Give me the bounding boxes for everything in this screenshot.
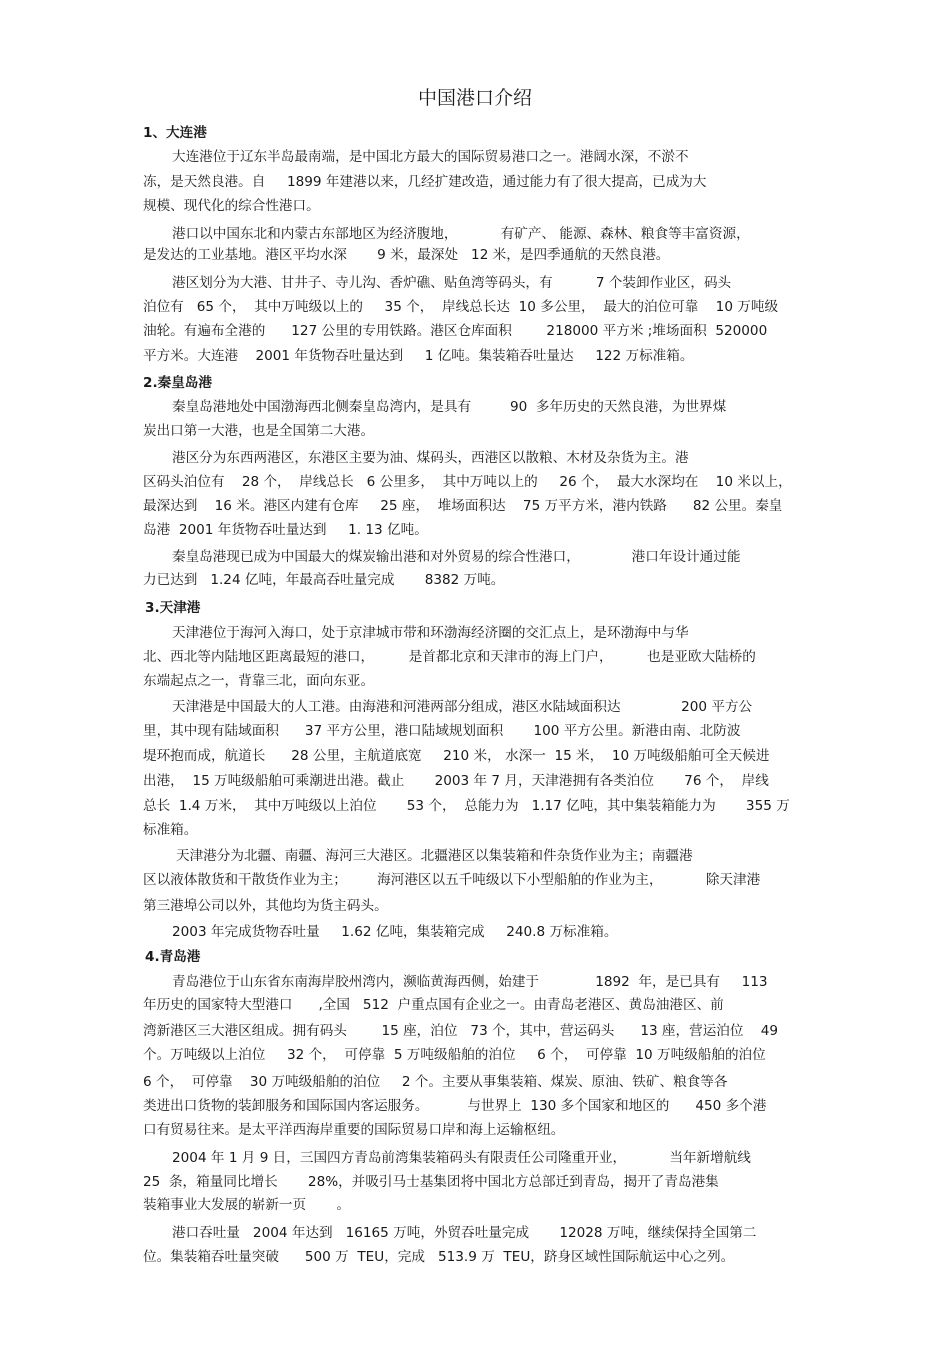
text-line: 天津港是中国最大的人工港。由海港和河港两部分组成，港区水陆域面积达 200 平方公 bbox=[172, 699, 753, 715]
text-line: 北、西北等内陆地区距离最短的港口， 是首都北京和天津市的海上门户， 也是亚欧大陆桥的 bbox=[143, 649, 756, 665]
text-line: 区以液体散货和干散货作业为主； 海河港区以五千吨级以下小型船舶的作业为主， 除天津港 bbox=[143, 872, 761, 888]
text-line: 总长 1.4 万米， 其中万吨级以上泊位 53 个， 总能力为 1.17 亿吨，其中集装箱能力为 355 万 bbox=[143, 798, 790, 814]
text-line: 2004 年 1 月 9 日，三国四方青岛前湾集装箱码头有限责任公司隆重开业， 当年新增航线 bbox=[172, 1150, 751, 1166]
text-line: 年历史的国家特大型港口 ,全国 512 户重点国有企业之一。由青岛老港区、黄岛油港区、前 bbox=[143, 997, 724, 1013]
text-line: 里，其中现有陆域面积 37 平方公里，港口陆域规划面积 100 平方公里。新港由南、北防波 bbox=[143, 723, 741, 739]
page-title: 中国港口介绍 bbox=[417, 87, 532, 109]
text-line: 个。万吨级以上泊位 32 个， 可停靠 5 万吨级船舶的泊位 6 个， 可停靠 10 万吨级船舶的泊位 bbox=[143, 1047, 766, 1063]
text-line: 泊位有 65 个， 其中万吨级以上的 35 个， 岸线总长达 10 多公里， 最大的泊位可靠 10 万吨级 bbox=[143, 299, 779, 315]
text-line: 出港， 15 万吨级船舶可乘潮进出港。截止 2003 年 7 月，天津港拥有各类泊位 76 个， 岸线 bbox=[143, 773, 769, 789]
text-line: 秦皇岛港地处中国渤海西北侧秦皇岛湾内，是具有 90 多年历史的天然良港，为世界煤 bbox=[172, 399, 727, 415]
text-line: 岛港 2001 年货物吞吐量达到 1. 13 亿吨。 bbox=[143, 522, 428, 538]
text-line: 最深达到 16 米。港区内建有仓库 25 座， 堆场面积达 75 万平方米，港内铁路 82 公里。秦皇 bbox=[143, 498, 783, 514]
text-line: 油轮。有遍布全港的 127 公里的专用铁路。港区仓库面积 218000 平方米 ;堆场面积 520000 bbox=[143, 323, 768, 339]
text-line: 炭出口第一大港，也是全国第二大港。 bbox=[143, 423, 375, 439]
text-line: 港区分为东西两港区，东港区主要为油、煤码头，西港区以散粮、木材及杂货为主。港 bbox=[172, 450, 689, 466]
text-line: 大连港位于辽东半岛最南端，是中国北方最大的国际贸易港口之一。港阔水深，不淤不 bbox=[172, 149, 689, 165]
section-heading: 1、大连港 bbox=[143, 125, 207, 141]
text-line: 类进出口货物的装卸服务和国际国内客运服务。 与世界上 130 多个国家和地区的 450 多个港 bbox=[143, 1098, 767, 1114]
text-line: 口有贸易往来。是太平洋西海岸重要的国际贸易口岸和海上运输枢纽。 bbox=[143, 1122, 565, 1138]
text-line: 区码头泊位有 28 个， 岸线总长 6 公里多， 其中万吨以上的 26 个， 最大水深均在 10 米以上， bbox=[143, 474, 792, 490]
section-heading: 3.天津港 bbox=[145, 600, 201, 616]
text-line: 港口吞吐量 2004 年达到 16165 万吨，外贸吞吐量完成 12028 万吨，继续保持全国第二 bbox=[172, 1225, 757, 1241]
text-line: 2003 年完成货物吞吐量 1.62 亿吨，集装箱完成 240.8 万标准箱。 bbox=[172, 924, 618, 940]
text-line: 秦皇岛港现已成为中国最大的煤炭输出港和对外贸易的综合性港口， 港口年设计通过能 bbox=[172, 549, 741, 565]
text-line: 平方米。大连港 2001 年货物吞吐量达到 1 亿吨。集装箱吞吐量达 122 万标准箱。 bbox=[143, 348, 694, 364]
text-line: 第三港埠公司以外，其他均为货主码头。 bbox=[143, 898, 388, 914]
text-line: 港区划分为大港、甘井子、寺儿沟、香炉礁、贴鱼湾等码头，有 7 个装卸作业区，码头 bbox=[172, 275, 732, 291]
text-line: 冻，是天然良港。自 1899 年建港以来，几经扩建改造，通过能力有了很大提高，已成为大 bbox=[143, 174, 707, 190]
text-line: 6 个， 可停靠 30 万吨级船舶的泊位 2 个。主要从事集装箱、煤炭、原油、铁矿、粮食等各 bbox=[143, 1074, 728, 1090]
text-line: 25 条，箱量同比增长 28%，并吸引马士基集团将中国北方总部迁到青岛，揭开了青岛港集 bbox=[143, 1174, 719, 1190]
text-line: 天津港分为北疆、南疆、海河三大港区。北疆港区以集装箱和件杂货作业为主；南疆港 bbox=[176, 848, 693, 864]
text-line: 青岛港位于山东省东南海岸胶州湾内，濒临黄海西侧，始建于 1892 年，是已具有 113 bbox=[172, 974, 768, 990]
text-line: 是发达的工业基地。港区平均水深 9 米，最深处 12 米，是四季通航的天然良港。 bbox=[143, 247, 670, 263]
text-line: 东端起点之一，背靠三北，面向东亚。 bbox=[143, 673, 375, 689]
text-line: 湾新港区三大港区组成。拥有码头 15 座，泊位 73 个，其中，营运码头 13 座，营运泊位 49 bbox=[143, 1023, 779, 1039]
section-heading: 4.青岛港 bbox=[145, 949, 201, 965]
text-line: 力已达到 1.24 亿吨，年最高吞吐量完成 8382 万吨。 bbox=[143, 572, 505, 588]
text-line: 规模、现代化的综合性港口。 bbox=[143, 198, 320, 214]
section-heading: 2.秦皇岛港 bbox=[143, 375, 212, 391]
text-line: 天津港位于海河入海口，处于京津城市带和环渤海经济圈的交汇点上，是环渤海中与华 bbox=[172, 625, 689, 641]
text-line: 标准箱。 bbox=[143, 822, 198, 838]
text-line: 堤环抱而成，航道长 28 公里，主航道底宽 210 米， 水深一 15 米， 10 万吨级船舶可全天候进 bbox=[143, 748, 770, 764]
text-line: 港口以中国东北和内蒙古东部地区为经济腹地， 有矿产、 能源、森林、粮食等丰富资源， bbox=[172, 226, 750, 242]
text-line: 位。集装箱吞吐量突破 500 万 TEU，完成 513.9 万 TEU，跻身区域性国际航运中心之列。 bbox=[143, 1249, 735, 1265]
text-line: 装箱事业大发展的崭新一页 。 bbox=[143, 1197, 350, 1213]
